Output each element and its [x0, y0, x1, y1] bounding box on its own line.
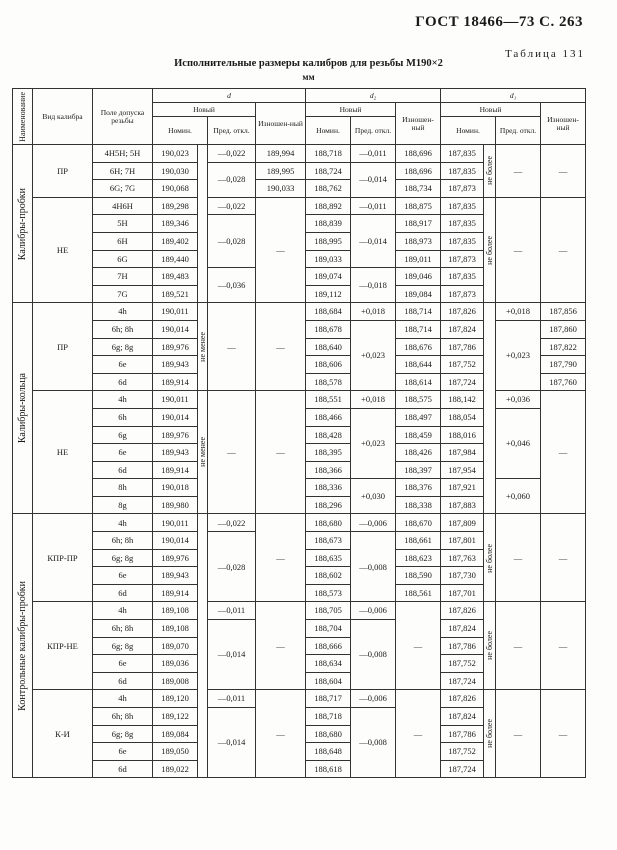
table-cell: 189,943 — [153, 567, 198, 585]
table-cell: — — [496, 602, 541, 690]
table-cell: +0,023 — [351, 408, 396, 478]
table-cell: — — [256, 303, 306, 391]
table-cell: 187,701 — [441, 584, 484, 602]
table-cell: 8g — [93, 496, 153, 514]
table-cell: 187,786 — [441, 637, 484, 655]
table-cell: 190,023 — [153, 145, 198, 163]
limit-note-text: не более — [484, 156, 494, 186]
table-cell: 4h — [93, 303, 153, 321]
table-cell: 188,618 — [306, 760, 351, 778]
table-cell: —0,011 — [208, 690, 256, 708]
table-cell: 6h; 8h — [93, 620, 153, 638]
group-label — [13, 514, 33, 778]
table-cell: — — [208, 303, 256, 391]
table-title: Исполнительные размеры калибров для резьбы М190×2 — [174, 58, 443, 69]
table-cell: 6h; 8h — [93, 320, 153, 338]
table-cell: 188,604 — [306, 672, 351, 690]
limit-note — [484, 690, 496, 778]
table-cell: 189,108 — [153, 620, 198, 638]
table-cell: 187,822 — [541, 338, 586, 356]
table-cell: 189,298 — [153, 197, 198, 215]
table-cell: 188,634 — [306, 655, 351, 673]
table-cell: 189,122 — [153, 708, 198, 726]
table-cell: —0,006 — [351, 690, 396, 708]
table-cell: 187,860 — [541, 320, 586, 338]
table-cell: +0,023 — [351, 320, 396, 390]
table-cell: 6d — [93, 461, 153, 479]
table-cell: 188,296 — [306, 496, 351, 514]
table-cell: 6g; 8g — [93, 637, 153, 655]
table-cell: 189,995 — [256, 162, 306, 180]
header-d1: d₁ — [441, 89, 586, 103]
table-cell: 188,142 — [441, 391, 484, 409]
table-cell: 189,483 — [153, 268, 198, 286]
table-cell: 188,995 — [306, 232, 351, 250]
table-cell: 188,497 — [396, 408, 441, 426]
table-cell: 189,440 — [153, 250, 198, 268]
table-cell: 188,724 — [306, 162, 351, 180]
header-d-new: Новый — [153, 103, 256, 117]
table-cell: 188,892 — [306, 197, 351, 215]
table-cell: 190,030 — [153, 162, 198, 180]
table-cell: 4h — [93, 514, 153, 532]
table-row — [13, 690, 586, 708]
standard-header: ГОСТ 18466—73 С. 263 — [415, 14, 583, 30]
table-cell: — — [496, 197, 541, 303]
table-cell: 188,336 — [306, 479, 351, 497]
table-cell: 188,684 — [306, 303, 351, 321]
table-cell: 187,801 — [441, 532, 484, 550]
table-body — [13, 145, 586, 778]
header-d1-dev: Пред. откл. — [496, 117, 541, 145]
limit-note — [198, 391, 208, 514]
table-cell: 189,033 — [306, 250, 351, 268]
table-cell: 188,676 — [396, 338, 441, 356]
table-cell: 6h; 8h — [93, 532, 153, 550]
table-row — [13, 197, 586, 215]
group-label-text: Контрольные калибры-пробки — [16, 581, 28, 711]
table-cell: КПР-ПР — [33, 514, 93, 602]
table-cell: 188,426 — [396, 444, 441, 462]
header-d2: d₂ — [306, 89, 441, 103]
table-cell: 187,730 — [441, 567, 484, 585]
table-cell: 189,084 — [396, 285, 441, 303]
table-cell: 190,014 — [153, 408, 198, 426]
table-cell: 187,763 — [441, 549, 484, 567]
table-unit: мм — [302, 72, 315, 82]
table-cell: 187,873 — [441, 180, 484, 198]
table-cell: 189,036 — [153, 655, 198, 673]
table-cell: — — [256, 602, 306, 690]
table-cell: — — [396, 602, 441, 690]
table-row — [13, 514, 586, 532]
table-cell: 188,673 — [306, 532, 351, 550]
table-cell: НЕ — [33, 197, 93, 303]
limit-note — [484, 197, 496, 303]
table-cell: 189,943 — [153, 356, 198, 374]
table-cell: —0,028 — [208, 532, 256, 602]
table-cell: 6e — [93, 356, 153, 374]
table-cell: 189,994 — [256, 145, 306, 163]
table-row — [13, 602, 586, 620]
table-cell: —0,028 — [208, 162, 256, 197]
table-cell: +0,030 — [351, 479, 396, 514]
table-number: Таблица 131 — [504, 48, 585, 60]
table-cell: 188,973 — [396, 232, 441, 250]
table-cell: —0,008 — [351, 532, 396, 602]
limit-note-text: не более — [484, 631, 494, 661]
group-label-text: Калибры-кольца — [16, 373, 28, 444]
table-cell — [484, 303, 496, 514]
table-cell: 187,856 — [541, 303, 586, 321]
limit-note-text: не менее — [197, 437, 207, 468]
table-cell: +0,036 — [496, 391, 541, 409]
group-label — [13, 303, 33, 514]
table-cell: 187,826 — [441, 602, 484, 620]
table-cell — [198, 514, 208, 778]
table-cell: 188,680 — [306, 514, 351, 532]
table-cell: 189,050 — [153, 743, 198, 761]
table-cell: 188,714 — [396, 303, 441, 321]
table-cell: 188,678 — [306, 320, 351, 338]
table-cell: —0,028 — [208, 215, 256, 268]
table-cell: 188,573 — [306, 584, 351, 602]
table-cell: 5H — [93, 215, 153, 233]
table-cell: 188,338 — [396, 496, 441, 514]
table-cell: 190,011 — [153, 391, 198, 409]
table-cell: 188,623 — [396, 549, 441, 567]
table-cell: —0,006 — [351, 514, 396, 532]
table-cell: 189,008 — [153, 672, 198, 690]
table-cell: — — [496, 145, 541, 198]
header-d2-new: Новый — [306, 103, 396, 117]
table-cell: 188,635 — [306, 549, 351, 567]
table-cell: 188,466 — [306, 408, 351, 426]
table-cell: 4h — [93, 391, 153, 409]
table-cell: 189,914 — [153, 373, 198, 391]
table-cell: —0,014 — [351, 215, 396, 268]
header-d: d — [153, 89, 306, 103]
table-cell: 187,835 — [441, 232, 484, 250]
table-cell: —0,014 — [208, 708, 256, 778]
table-cell: 6d — [93, 373, 153, 391]
table-cell: 6e — [93, 655, 153, 673]
table-cell: 189,074 — [306, 268, 351, 286]
table-cell: 189,976 — [153, 549, 198, 567]
table-cell: 188,714 — [396, 320, 441, 338]
gauge-dimensions-table — [12, 88, 586, 778]
table-cell: 187,954 — [441, 461, 484, 479]
table-cell: 188,561 — [396, 584, 441, 602]
table-cell: 188,661 — [396, 532, 441, 550]
table-cell: — — [541, 391, 586, 514]
table-cell: 188,734 — [396, 180, 441, 198]
table-cell: +0,023 — [496, 320, 541, 390]
table-cell: 187,826 — [441, 303, 484, 321]
table-cell: 188,644 — [396, 356, 441, 374]
table-cell: 187,724 — [441, 760, 484, 778]
table-row — [13, 391, 586, 409]
table-cell: 6d — [93, 672, 153, 690]
table-cell: 190,033 — [256, 180, 306, 198]
table-cell: 6G — [93, 250, 153, 268]
table-cell: 188,614 — [396, 373, 441, 391]
table-cell: —0,022 — [208, 514, 256, 532]
limit-note — [484, 514, 496, 602]
header-d1-new: Новый — [441, 103, 541, 117]
table-cell: 6H; 7H — [93, 162, 153, 180]
table-cell: — — [541, 602, 586, 690]
table-cell: 187,724 — [441, 672, 484, 690]
table-cell: 189,022 — [153, 760, 198, 778]
table-cell: — — [256, 391, 306, 514]
header-d1-worn: Изношен-ный — [541, 103, 586, 145]
table-cell: 189,046 — [396, 268, 441, 286]
table-cell: — — [541, 690, 586, 778]
table-cell: 187,873 — [441, 250, 484, 268]
table-cell: 188,762 — [306, 180, 351, 198]
table-cell: 188,648 — [306, 743, 351, 761]
table-cell: 4h — [93, 602, 153, 620]
header-d2-worn: Изношен-ный — [396, 103, 441, 145]
table-cell: 188,839 — [306, 215, 351, 233]
table-cell: 188,590 — [396, 567, 441, 585]
table-cell: 189,112 — [306, 285, 351, 303]
table-cell: 188,397 — [396, 461, 441, 479]
table-cell: 188,704 — [306, 620, 351, 638]
table-cell: 6e — [93, 444, 153, 462]
header-d2-dev: Пред. откл. — [351, 117, 396, 145]
table-cell: 6e — [93, 743, 153, 761]
limit-note-text: не менее — [197, 331, 207, 362]
table-cell: — — [496, 514, 541, 602]
table-cell: 188,666 — [306, 637, 351, 655]
table-cell: 187,921 — [441, 479, 484, 497]
table-cell: —0,014 — [208, 620, 256, 690]
table-cell: ПР — [33, 303, 93, 391]
table-cell: +0,046 — [496, 408, 541, 478]
table-cell: 188,917 — [396, 215, 441, 233]
header-d-worn: Изношен-ный — [256, 103, 306, 145]
table-cell: 188,366 — [306, 461, 351, 479]
table-cell: —0,011 — [351, 197, 396, 215]
table-cell: 187,824 — [441, 320, 484, 338]
table-cell: 188,696 — [396, 162, 441, 180]
table-cell: 188,696 — [396, 145, 441, 163]
table-cell: — — [208, 391, 256, 514]
table-cell: 187,786 — [441, 338, 484, 356]
table-cell: 188,717 — [306, 690, 351, 708]
table-cell: 188,606 — [306, 356, 351, 374]
table-cell: 187,752 — [441, 743, 484, 761]
group-label-text: Калибры-пробки — [16, 187, 28, 260]
table-cell: 6g; 8g — [93, 725, 153, 743]
table-cell: 188,718 — [306, 708, 351, 726]
table-cell: +0,060 — [496, 479, 541, 514]
table-cell: 187,809 — [441, 514, 484, 532]
table-cell: 187,724 — [441, 373, 484, 391]
table-cell: 187,873 — [441, 285, 484, 303]
table-cell: 188,640 — [306, 338, 351, 356]
table-cell: 189,346 — [153, 215, 198, 233]
table-cell: 190,068 — [153, 180, 198, 198]
table-cell: 190,014 — [153, 320, 198, 338]
table-cell: —0,006 — [351, 602, 396, 620]
header-kind: Вид калибра — [33, 89, 93, 145]
table-row — [13, 303, 586, 321]
table-cell: — — [496, 690, 541, 778]
table-cell: 187,824 — [441, 708, 484, 726]
table-cell: — — [256, 514, 306, 602]
table-cell: 188,875 — [396, 197, 441, 215]
table-cell: 7G — [93, 285, 153, 303]
table-cell: 8h — [93, 479, 153, 497]
limit-note-text: не более — [484, 235, 494, 265]
limit-note — [484, 602, 496, 690]
table-cell: 190,018 — [153, 479, 198, 497]
table-cell: 6g — [93, 426, 153, 444]
header-name: Наименование — [13, 89, 33, 145]
table-cell: 7H — [93, 268, 153, 286]
table-cell: 187,835 — [441, 215, 484, 233]
table-cell: 187,826 — [441, 690, 484, 708]
table-cell: 188,428 — [306, 426, 351, 444]
table-cell: 187,835 — [441, 162, 484, 180]
header-d1-nom: Номин. — [441, 117, 496, 145]
table-cell: 189,521 — [153, 285, 198, 303]
table-cell: 6h — [93, 408, 153, 426]
table-cell: 187,752 — [441, 655, 484, 673]
table-cell: —0,036 — [208, 268, 256, 303]
table-cell: 189,914 — [153, 584, 198, 602]
header-d-dev: Пред. откл. — [208, 117, 256, 145]
table-cell: 187,786 — [441, 725, 484, 743]
table-cell: 189,914 — [153, 461, 198, 479]
table-row — [13, 145, 586, 163]
table-cell: 189,120 — [153, 690, 198, 708]
table-cell: 6d — [93, 584, 153, 602]
table-cell: —0,022 — [208, 197, 256, 215]
limit-note — [484, 145, 496, 198]
table-cell: 6G; 7G — [93, 180, 153, 198]
table-cell: 189,980 — [153, 496, 198, 514]
table-cell: — — [541, 197, 586, 303]
table-cell: 188,054 — [441, 408, 484, 426]
table-cell: — — [541, 514, 586, 602]
table-cell: 6d — [93, 760, 153, 778]
table-cell: 187,835 — [441, 197, 484, 215]
table-cell: 187,984 — [441, 444, 484, 462]
limit-note — [198, 303, 208, 391]
group-label — [13, 145, 33, 303]
table-cell: 187,835 — [441, 268, 484, 286]
table-cell: 188,395 — [306, 444, 351, 462]
table-cell: 188,602 — [306, 567, 351, 585]
table-cell: 189,011 — [396, 250, 441, 268]
table-cell: 188,575 — [396, 391, 441, 409]
table-cell: 188,459 — [396, 426, 441, 444]
table-cell: +0,018 — [351, 391, 396, 409]
table-cell: 190,011 — [153, 514, 198, 532]
table-cell: 187,752 — [441, 356, 484, 374]
table-cell: — — [396, 690, 441, 778]
header-d2-nom: Номин. — [306, 117, 351, 145]
header-tolerance: Поле допуска резьбы — [93, 89, 153, 145]
table-cell: 188,578 — [306, 373, 351, 391]
table-cell: 188,670 — [396, 514, 441, 532]
table-cell: 188,016 — [441, 426, 484, 444]
table-cell: — — [256, 197, 306, 303]
table-cell: 4H5H; 5H — [93, 145, 153, 163]
table-cell: 188,718 — [306, 145, 351, 163]
table-cell: 190,014 — [153, 532, 198, 550]
table-cell: ПР — [33, 145, 93, 198]
table-cell: 4H6H — [93, 197, 153, 215]
table-cell: 187,883 — [441, 496, 484, 514]
table-cell: 189,976 — [153, 338, 198, 356]
table-cell: — — [541, 145, 586, 198]
table-cell: КПР-НЕ — [33, 602, 93, 690]
table-cell: —0,008 — [351, 708, 396, 778]
table-cell: +0,018 — [351, 303, 396, 321]
table-cell: +0,018 — [496, 303, 541, 321]
table-cell: 6H — [93, 232, 153, 250]
table-cell: —0,011 — [208, 602, 256, 620]
header-d-nom: Номин. — [153, 117, 208, 145]
table-cell: 189,976 — [153, 426, 198, 444]
table-cell: 187,835 — [441, 145, 484, 163]
table-cell: К-И — [33, 690, 93, 778]
table-cell — [198, 145, 208, 303]
table-cell: 188,551 — [306, 391, 351, 409]
table-cell: 188,376 — [396, 479, 441, 497]
table-cell: 189,943 — [153, 444, 198, 462]
limit-note-text: не более — [484, 543, 494, 573]
table-cell: НЕ — [33, 391, 93, 514]
table-cell: 190,011 — [153, 303, 198, 321]
table-cell: 188,705 — [306, 602, 351, 620]
table-cell: 187,760 — [541, 373, 586, 391]
table-cell: 4h — [93, 690, 153, 708]
table-cell: —0,014 — [351, 162, 396, 197]
table-cell: — — [256, 690, 306, 778]
table-cell: —0,011 — [351, 145, 396, 163]
table-cell: 189,402 — [153, 232, 198, 250]
table-cell: —0,022 — [208, 145, 256, 163]
table-cell: 189,070 — [153, 637, 198, 655]
table-cell: 6e — [93, 567, 153, 585]
table-cell: 6g; 8g — [93, 338, 153, 356]
table-cell: 187,824 — [441, 620, 484, 638]
table-cell: 189,084 — [153, 725, 198, 743]
table-cell: —0,018 — [351, 268, 396, 303]
table-cell: 6h; 8h — [93, 708, 153, 726]
table-cell: 189,108 — [153, 602, 198, 620]
table-cell: —0,008 — [351, 620, 396, 690]
table-cell: 6g; 8g — [93, 549, 153, 567]
table-cell: 188,680 — [306, 725, 351, 743]
table-cell: 187,790 — [541, 356, 586, 374]
limit-note-text: не более — [484, 719, 494, 749]
